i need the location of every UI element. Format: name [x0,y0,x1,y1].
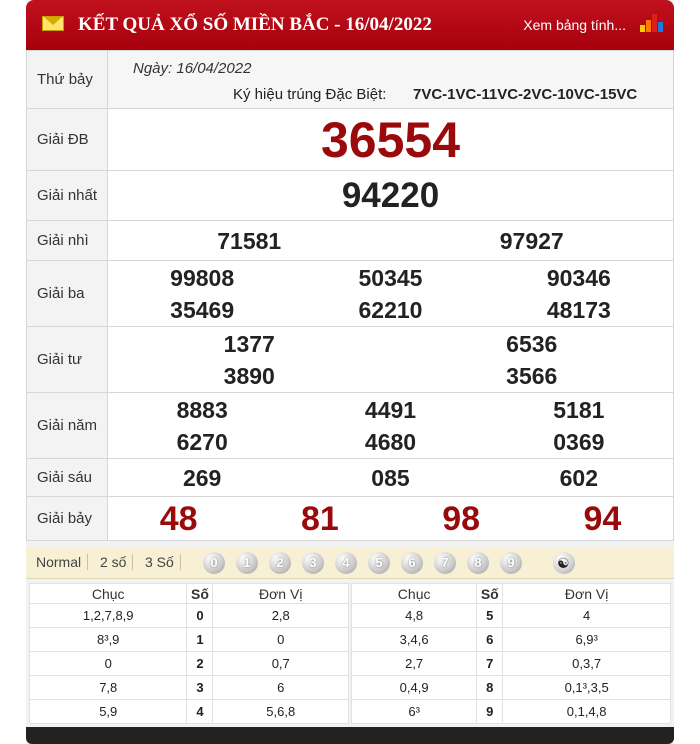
table-row [352,700,671,724]
donvi-cell: 5,6,8 [213,700,349,724]
yin-yang-glyph: ☯ [557,555,570,571]
prize-number: 97927 [499,227,564,254]
col-header-donvi: Đơn Vị [503,584,671,604]
results-table [26,50,674,541]
so-cell: 3 [187,676,213,700]
donvi-cell: 4 [503,604,671,628]
chuc-cell: 8³,9 [30,628,187,652]
col-header-chuc: Chục [352,584,477,604]
table-row [30,700,349,724]
header-title: KẾT QUẢ XỔ SỐ MIỀN BẮC - 16/04/2022 [78,14,432,35]
so-cell: 7 [477,652,503,676]
prize-label: Giải ĐB [27,109,108,171]
table-row [352,628,671,652]
loto-statistics [26,581,674,723]
view-table-link[interactable]: Xem bảng tính... [523,17,626,33]
prize-number: 1377 [223,330,275,357]
mode-3-digit-button[interactable]: 3 Số [145,554,181,570]
prize-number: 81 [300,499,339,538]
col-header-donvi: Đơn Vị [213,584,349,604]
prize-number: 35469 [170,296,235,323]
col-header-so: Số [187,584,213,604]
prize-number: 48 [159,499,198,538]
prize-number: 4680 [364,428,417,455]
donvi-cell: 6 [213,676,349,700]
donvi-cell: 6,9³ [503,628,671,652]
envelope-icon [42,16,64,31]
prize-number: 90346 [546,264,611,291]
table-row [352,604,671,628]
prize-number: 98 [442,499,481,538]
special-symbol-value: 7VC-1VC-11VC-2VC-10VC-15VC [413,86,638,103]
prize-number: 602 [559,464,598,491]
results-header [26,0,674,50]
donvi-cell: 2,8 [213,604,349,628]
bar-chart-icon[interactable] [640,12,664,32]
so-cell: 9 [477,700,503,724]
prize-number: 3890 [223,362,275,389]
prize-number: 6270 [176,428,228,455]
donvi-cell: 0,7 [213,652,349,676]
chuc-cell: 0,4,9 [352,676,477,700]
so-cell: 2 [187,652,213,676]
draw-date: Ngày: 16/04/2022 [133,60,252,77]
prize-row-nhi [27,221,674,261]
prize-number: 62210 [358,296,423,323]
prize-label: Giải ba [27,261,108,327]
chuc-cell: 7,8 [30,676,187,700]
prize-number: 50345 [358,264,423,291]
chuc-cell: 1,2,7,8,9 [30,604,187,628]
special-symbol-label: Ký hiệu trúng Đặc Biệt: [233,86,387,103]
first-prize-number: 94220 [108,171,674,221]
chuc-cell: 2,7 [352,652,477,676]
digit-ball-4[interactable]: 4 [335,552,357,574]
mode-normal-button[interactable]: Normal [36,554,88,570]
chuc-cell: 5,9 [30,700,187,724]
prize-number: 4491 [364,396,417,423]
digit-ball-5[interactable]: 5 [368,552,390,574]
prize-number: 71581 [217,227,282,254]
donvi-cell: 0 [213,628,349,652]
special-prize-number: 36554 [108,109,674,171]
prize-label: Giải năm [27,393,108,459]
digit-ball-2[interactable]: 2 [269,552,291,574]
prize-number: 8883 [176,396,228,423]
day-label: Thứ bảy [27,51,108,109]
so-cell: 5 [477,604,503,628]
chuc-cell: 3,4,6 [352,628,477,652]
prize-row-tu [27,327,674,393]
prize-number: 0369 [553,428,605,455]
digit-ball-9[interactable]: 9 [500,552,522,574]
table-row [30,652,349,676]
prize-label: Giải nhì [27,221,108,261]
prize-row-bay [27,497,674,541]
prize-number: 269 [182,464,222,491]
digit-ball-0[interactable]: 0 [203,552,225,574]
info-row [27,51,674,109]
digit-ball-8[interactable]: 8 [467,552,489,574]
digit-ball-3[interactable]: 3 [302,552,324,574]
donvi-cell: 0,1,4,8 [503,700,671,724]
chuc-cell: 6³ [352,700,477,724]
so-cell: 1 [187,628,213,652]
loto-table-right [351,583,671,724]
table-row [30,676,349,700]
prize-number: 5181 [553,396,605,423]
mode-2-digit-button[interactable]: 2 số [100,554,133,570]
digit-ball-6[interactable]: 6 [401,552,423,574]
donvi-cell: 0,3,7 [503,652,671,676]
prize-number: 3566 [506,362,558,389]
prize-number: 94 [583,499,622,538]
col-header-so: Số [477,584,503,604]
prize-label: Giải sáu [27,459,108,497]
table-row [30,604,349,628]
prize-row-sau [27,459,674,497]
so-cell: 0 [187,604,213,628]
digit-ball-7[interactable]: 7 [434,552,456,574]
prize-row-ba [27,261,674,327]
so-cell: 6 [477,628,503,652]
loto-table-left [29,583,349,724]
display-mode-toolbar [26,547,674,579]
prize-row-db [27,109,674,171]
prize-number: 085 [371,464,410,491]
prize-label: Giải tư [27,327,108,393]
donvi-cell: 0,1³,3,5 [503,676,671,700]
col-header-chuc: Chục [30,584,187,604]
prize-row-nam [27,393,674,459]
prize-row-nhat [27,171,674,221]
prize-label: Giải nhất [27,171,108,221]
prize-label: Giải bảy [27,497,108,541]
prize-number: 99808 [170,264,235,291]
panel-footer [26,727,674,744]
prize-number: 6536 [506,330,558,357]
digit-ball-1[interactable]: 1 [236,552,258,574]
prize-number: 48173 [546,296,611,323]
table-row [352,676,671,700]
yin-yang-icon[interactable] [553,552,575,574]
table-row [30,628,349,652]
chuc-cell: 4,8 [352,604,477,628]
chuc-cell: 0 [30,652,187,676]
table-row [352,652,671,676]
so-cell: 8 [477,676,503,700]
so-cell: 4 [187,700,213,724]
